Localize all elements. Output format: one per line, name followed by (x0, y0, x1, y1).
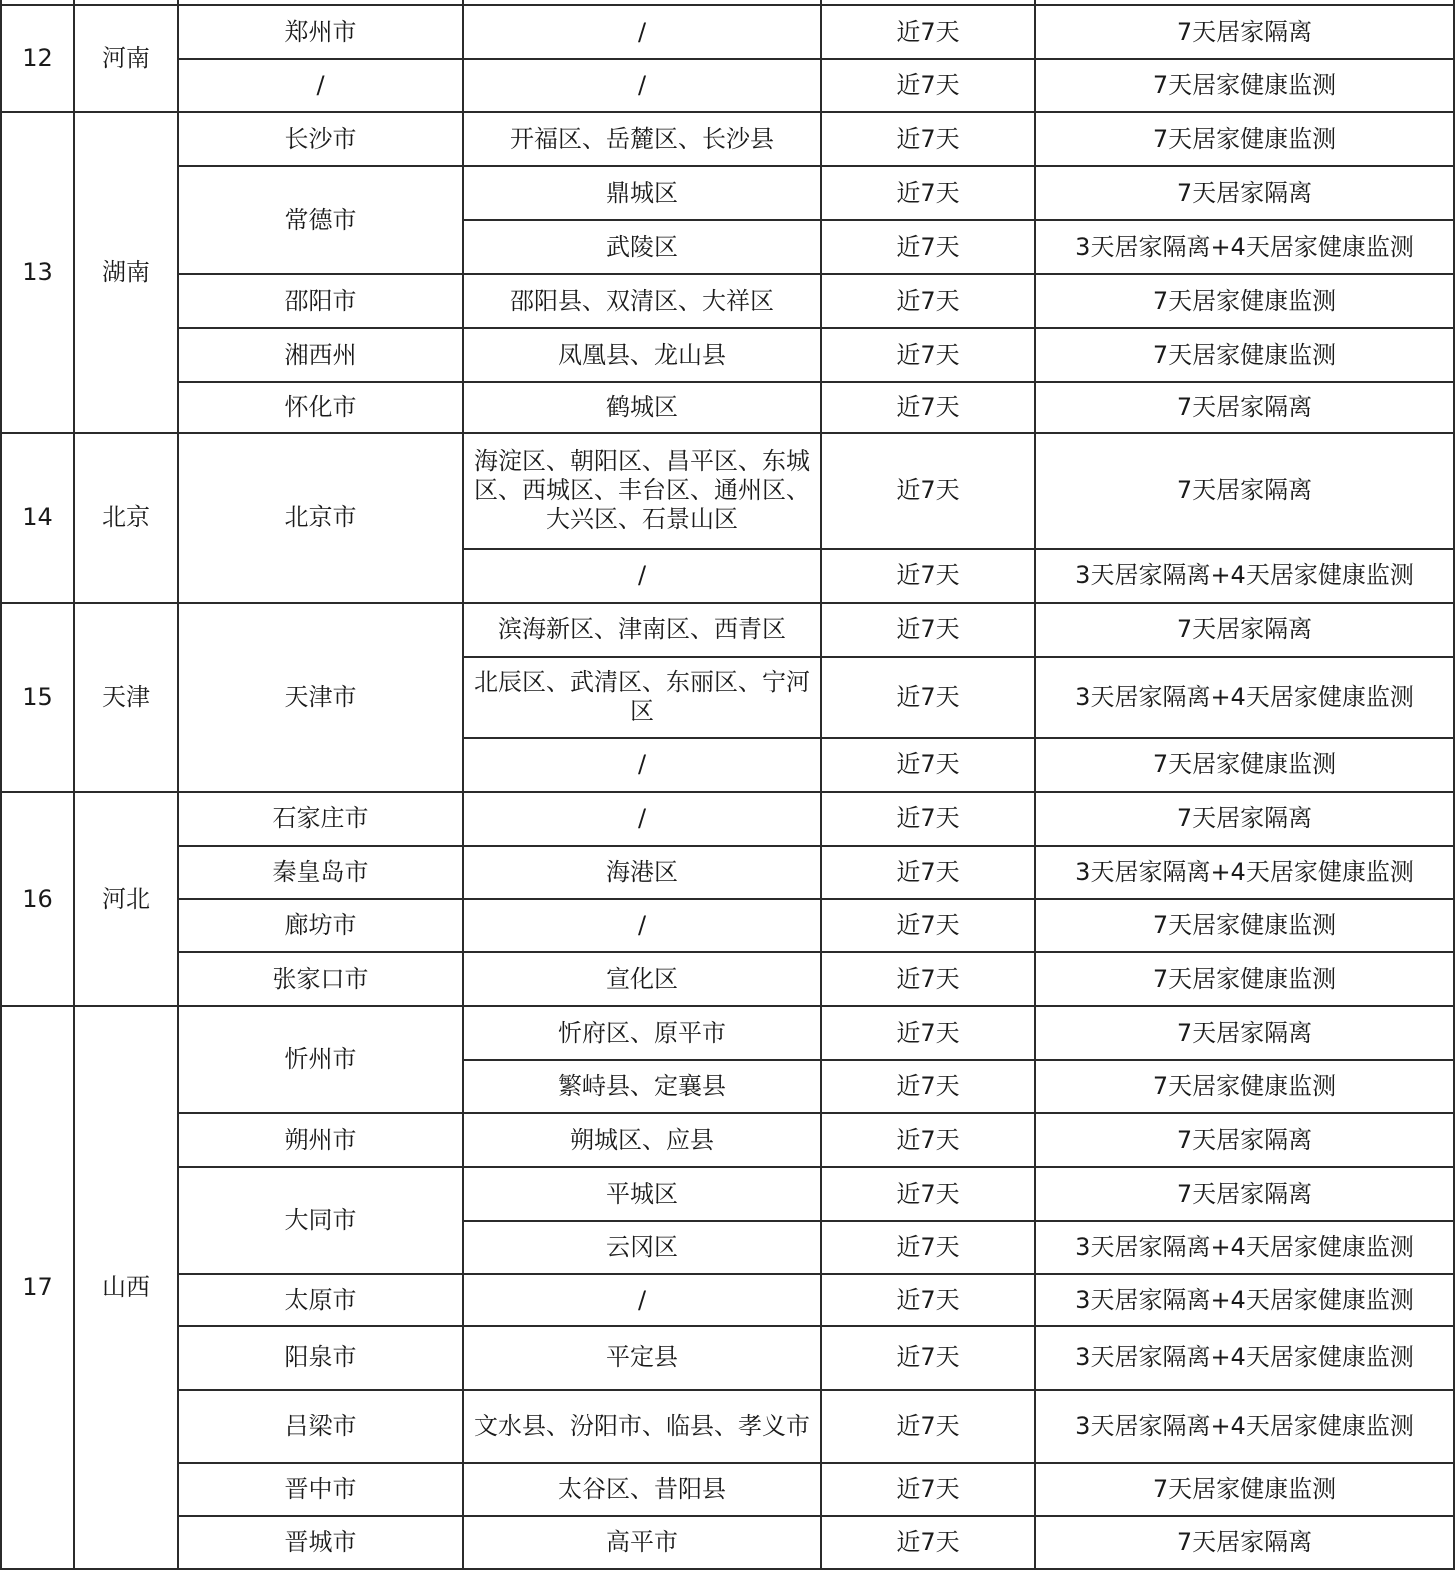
table-row (1, 433, 1454, 549)
city-cell: 晋城市 (178, 1516, 463, 1569)
district-cell: 北辰区、武清区、东丽区、宁河区 (463, 657, 821, 738)
measure-cell: 3天居家隔离+4天居家健康监测 (1035, 220, 1454, 274)
district-cell: / (463, 738, 821, 792)
measure-cell: 7天居家隔离 (1035, 382, 1454, 432)
table-row (1, 792, 1454, 846)
district-cell: 邵阳县、双清区、大祥区 (463, 274, 821, 328)
table-row (1, 382, 1454, 432)
measure-cell: 7天居家健康监测 (1035, 952, 1454, 1006)
measure-cell: 3天居家隔离+4天居家健康监测 (1035, 1274, 1454, 1325)
district-cell: 忻府区、原平市 (463, 1006, 821, 1060)
row-number-cell: 17 (1, 1006, 74, 1569)
measure-cell: 3天居家隔离+4天居家健康监测 (1035, 1221, 1454, 1274)
district-cell: / (463, 59, 821, 112)
city-cell: 忻州市 (178, 1006, 463, 1113)
city-cell: 北京市 (178, 433, 463, 603)
measure-cell: 7天居家健康监测 (1035, 112, 1454, 166)
period-cell: 近7天 (821, 59, 1035, 112)
city-cell: 常德市 (178, 166, 463, 274)
measure-cell: 7天居家隔离 (1035, 1113, 1454, 1167)
row-number-cell: 14 (1, 433, 74, 603)
district-cell: 开福区、岳麓区、长沙县 (463, 112, 821, 166)
period-cell: 近7天 (821, 952, 1035, 1006)
measure-cell: 7天居家隔离 (1035, 603, 1454, 657)
period-cell: 近7天 (821, 1274, 1035, 1325)
table-row (1, 899, 1454, 952)
measure-cell: 7天居家隔离 (1035, 433, 1454, 549)
period-cell: 近7天 (821, 166, 1035, 220)
period-cell: 近7天 (821, 1326, 1035, 1390)
district-cell: / (463, 1274, 821, 1325)
table-row (1, 952, 1454, 1006)
period-cell: 近7天 (821, 549, 1035, 603)
row-number-cell: 13 (1, 112, 74, 432)
table-row (1, 1113, 1454, 1167)
period-cell: 近7天 (821, 1167, 1035, 1221)
district-cell: 云冈区 (463, 1221, 821, 1274)
province-cell: 山西 (74, 1006, 178, 1569)
district-cell: 宣化区 (463, 952, 821, 1006)
district-cell: 海港区 (463, 846, 821, 899)
table-row (1, 1516, 1454, 1569)
city-cell: 郑州市 (178, 5, 463, 59)
period-cell: 近7天 (821, 274, 1035, 328)
district-cell: 朔城区、应县 (463, 1113, 821, 1167)
table-row (1, 1167, 1454, 1221)
city-cell: 天津市 (178, 603, 463, 792)
measure-cell: 3天居家隔离+4天居家健康监测 (1035, 1390, 1454, 1463)
measure-cell: 7天居家隔离 (1035, 1006, 1454, 1060)
district-cell: 海淀区、朝阳区、昌平区、东城区、西城区、丰台区、通州区、大兴区、石景山区 (463, 433, 821, 549)
province-cell: 天津 (74, 603, 178, 792)
period-cell: 近7天 (821, 328, 1035, 382)
district-cell: 高平市 (463, 1516, 821, 1569)
district-cell: 文水县、汾阳市、临县、孝义市 (463, 1390, 821, 1463)
period-cell: 近7天 (821, 1516, 1035, 1569)
district-cell: 武陵区 (463, 220, 821, 274)
district-cell: / (463, 5, 821, 59)
measure-cell: 7天居家隔离 (1035, 166, 1454, 220)
period-cell: 近7天 (821, 738, 1035, 792)
period-cell: 近7天 (821, 1060, 1035, 1113)
measure-cell: 7天居家健康监测 (1035, 1060, 1454, 1113)
measure-cell: 7天居家健康监测 (1035, 1463, 1454, 1516)
period-cell: 近7天 (821, 846, 1035, 899)
city-cell: 石家庄市 (178, 792, 463, 846)
district-cell: 鼎城区 (463, 166, 821, 220)
measure-cell: 7天居家隔离 (1035, 1516, 1454, 1569)
table-row (1, 603, 1454, 657)
district-cell: 平定县 (463, 1326, 821, 1390)
period-cell: 近7天 (821, 1113, 1035, 1167)
period-cell: 近7天 (821, 792, 1035, 846)
period-cell: 近7天 (821, 657, 1035, 738)
measure-cell: 3天居家隔离+4天居家健康监测 (1035, 846, 1454, 899)
city-cell: 秦皇岛市 (178, 846, 463, 899)
table-row (1, 5, 1454, 59)
city-cell: 阳泉市 (178, 1326, 463, 1390)
district-cell: / (463, 899, 821, 952)
district-cell: 繁峙县、定襄县 (463, 1060, 821, 1113)
district-cell: 鹤城区 (463, 382, 821, 432)
table-row (1, 274, 1454, 328)
province-cell: 河北 (74, 792, 178, 1006)
row-number-cell: 12 (1, 5, 74, 112)
table-row (1, 1390, 1454, 1463)
row-number-cell: 15 (1, 603, 74, 792)
measure-cell: 7天居家健康监测 (1035, 899, 1454, 952)
table-row (1, 846, 1454, 899)
city-cell: / (178, 59, 463, 112)
province-cell: 河南 (74, 5, 178, 112)
city-cell: 邵阳市 (178, 274, 463, 328)
table-row (1, 112, 1454, 166)
district-cell: 平城区 (463, 1167, 821, 1221)
city-cell: 廊坊市 (178, 899, 463, 952)
table-row (1, 1274, 1454, 1325)
table-row (1, 328, 1454, 382)
period-cell: 近7天 (821, 603, 1035, 657)
period-cell: 近7天 (821, 1006, 1035, 1060)
table-row (1, 1006, 1454, 1060)
period-cell: 近7天 (821, 5, 1035, 59)
district-cell: / (463, 549, 821, 603)
province-cell: 北京 (74, 433, 178, 603)
city-cell: 长沙市 (178, 112, 463, 166)
measure-cell: 7天居家健康监测 (1035, 59, 1454, 112)
district-cell: 太谷区、昔阳县 (463, 1463, 821, 1516)
city-cell: 张家口市 (178, 952, 463, 1006)
table-row (1, 1463, 1454, 1516)
district-cell: 滨海新区、津南区、西青区 (463, 603, 821, 657)
period-cell: 近7天 (821, 433, 1035, 549)
city-cell: 朔州市 (178, 1113, 463, 1167)
table-row (1, 166, 1454, 220)
period-cell: 近7天 (821, 220, 1035, 274)
measure-cell: 7天居家隔离 (1035, 792, 1454, 846)
city-cell: 怀化市 (178, 382, 463, 432)
district-cell: 凤凰县、龙山县 (463, 328, 821, 382)
measure-cell: 3天居家隔离+4天居家健康监测 (1035, 657, 1454, 738)
row-number-cell: 16 (1, 792, 74, 1006)
city-cell: 湘西州 (178, 328, 463, 382)
measure-cell: 7天居家健康监测 (1035, 328, 1454, 382)
period-cell: 近7天 (821, 382, 1035, 432)
district-cell: / (463, 792, 821, 846)
city-cell: 大同市 (178, 1167, 463, 1274)
measure-cell: 7天居家健康监测 (1035, 274, 1454, 328)
measure-cell: 7天居家隔离 (1035, 1167, 1454, 1221)
measure-cell: 7天居家隔离 (1035, 5, 1454, 59)
city-cell: 太原市 (178, 1274, 463, 1325)
table-body (1, 0, 1454, 1569)
measure-cell: 7天居家健康监测 (1035, 738, 1454, 792)
city-cell: 吕梁市 (178, 1390, 463, 1463)
measure-cell: 3天居家隔离+4天居家健康监测 (1035, 549, 1454, 603)
table-row (1, 1326, 1454, 1390)
period-cell: 近7天 (821, 1221, 1035, 1274)
measure-cell: 3天居家隔离+4天居家健康监测 (1035, 1326, 1454, 1390)
table-row (1, 59, 1454, 112)
period-cell: 近7天 (821, 112, 1035, 166)
period-cell: 近7天 (821, 1463, 1035, 1516)
period-cell: 近7天 (821, 899, 1035, 952)
city-cell: 晋中市 (178, 1463, 463, 1516)
province-cell: 湖南 (74, 112, 178, 432)
period-cell: 近7天 (821, 1390, 1035, 1463)
